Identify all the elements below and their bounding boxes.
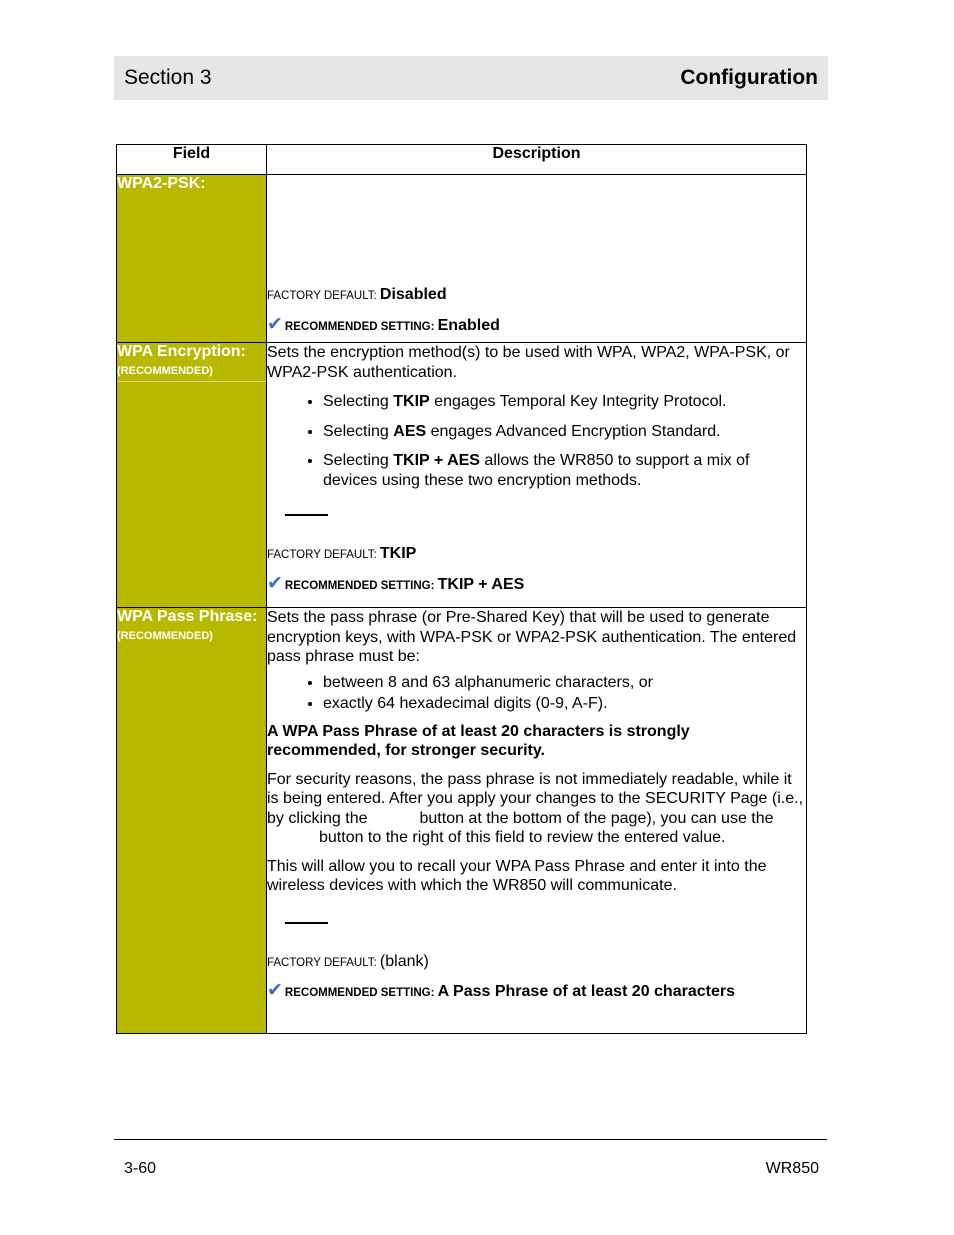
description-cell xyxy=(267,343,807,608)
table-row xyxy=(117,175,807,343)
checkmark-icon: ✔ xyxy=(267,572,283,594)
recommended-setting: ✔ RECOMMENDED SETTING: A Pass Phrase of at least 20 characters xyxy=(267,980,735,1001)
checkmark-icon: ✔ xyxy=(267,980,283,1001)
table-header-row xyxy=(117,145,807,175)
model-name: WR850 xyxy=(765,1160,819,1177)
list-item: • Selecting TKIP engages Temporal Key Integrity Protocol. xyxy=(323,392,806,412)
recommended-setting: ✔ RECOMMENDED SETTING: Enabled xyxy=(267,313,500,335)
col-header-field: Field xyxy=(117,145,267,175)
description-intro: Sets the pass phrase (or Pre-Shared Key) that will be used to generate encryption keys, with WPA-PSK or WPA2-PSK authentication. The entered pass phrase must be: xyxy=(267,609,797,665)
recall-paragraph: This will allow you to recall your WPA Pass Phrase and enter it into the wireless devices with which the WR850 will communicate. xyxy=(267,857,767,894)
page-title: Configuration xyxy=(680,66,818,89)
factory-default: FACTORY DEFAULT: TKIP xyxy=(267,545,417,562)
table-row xyxy=(117,608,807,1034)
field-name: WPA2-PSK: xyxy=(117,175,206,192)
list-item: • exactly 64 hexadecimal digits (0-9, A-F). xyxy=(323,694,806,714)
table-row xyxy=(117,343,807,608)
field-table xyxy=(116,144,807,1034)
factory-default: FACTORY DEFAULT: Disabled xyxy=(267,286,447,303)
field-cell xyxy=(117,175,267,343)
list-item: • between 8 and 63 alphanumeric characters, or xyxy=(323,673,806,693)
field-cell xyxy=(117,343,267,608)
field-name: WPA Encryption: xyxy=(117,343,246,360)
list-item: • Selecting TKIP + AES allows the WR850 to support a mix of devices using these two encryption methods. xyxy=(323,451,806,490)
checkmark-icon: ✔ xyxy=(267,313,283,335)
page-number: 3-60 xyxy=(124,1160,157,1177)
strong-recommendation: A WPA Pass Phrase of at least 20 characters is strongly recommended, for stronger security. xyxy=(267,722,690,759)
section-label: Section 3 xyxy=(124,66,212,89)
recommended-tag: (RECOMMENDED) xyxy=(117,630,213,642)
security-paragraph: For security reasons, the pass phrase is not immediately readable, while it is being entered. After you apply your changes to the SECURITY Page (i.e., by clicking the button at the bottom of the page), you can use thebutton to the right of this field to review the entered value. xyxy=(267,770,804,846)
field-cell xyxy=(117,608,267,1034)
bullet-list xyxy=(267,392,806,490)
factory-default: FACTORY DEFAULT: (blank) xyxy=(267,952,429,970)
bullet-list xyxy=(267,673,806,714)
recommended-tag: (RECOMMENDED) xyxy=(117,365,266,382)
description-cell xyxy=(267,608,807,1034)
footer-divider xyxy=(114,1139,827,1140)
col-header-description: Description xyxy=(267,145,807,175)
description-cell xyxy=(267,175,807,343)
description-intro: Sets the encryption method(s) to be used with WPA, WPA2, WPA-PSK, or WPA2-PSK authentication. xyxy=(267,344,790,381)
list-item: • Selecting AES engages Advanced Encryption Standard. xyxy=(323,422,806,442)
recommended-setting: ✔ RECOMMENDED SETTING: TKIP + AES xyxy=(267,572,525,594)
section-header xyxy=(114,56,828,100)
field-name: WPA Pass Phrase: xyxy=(117,608,258,625)
